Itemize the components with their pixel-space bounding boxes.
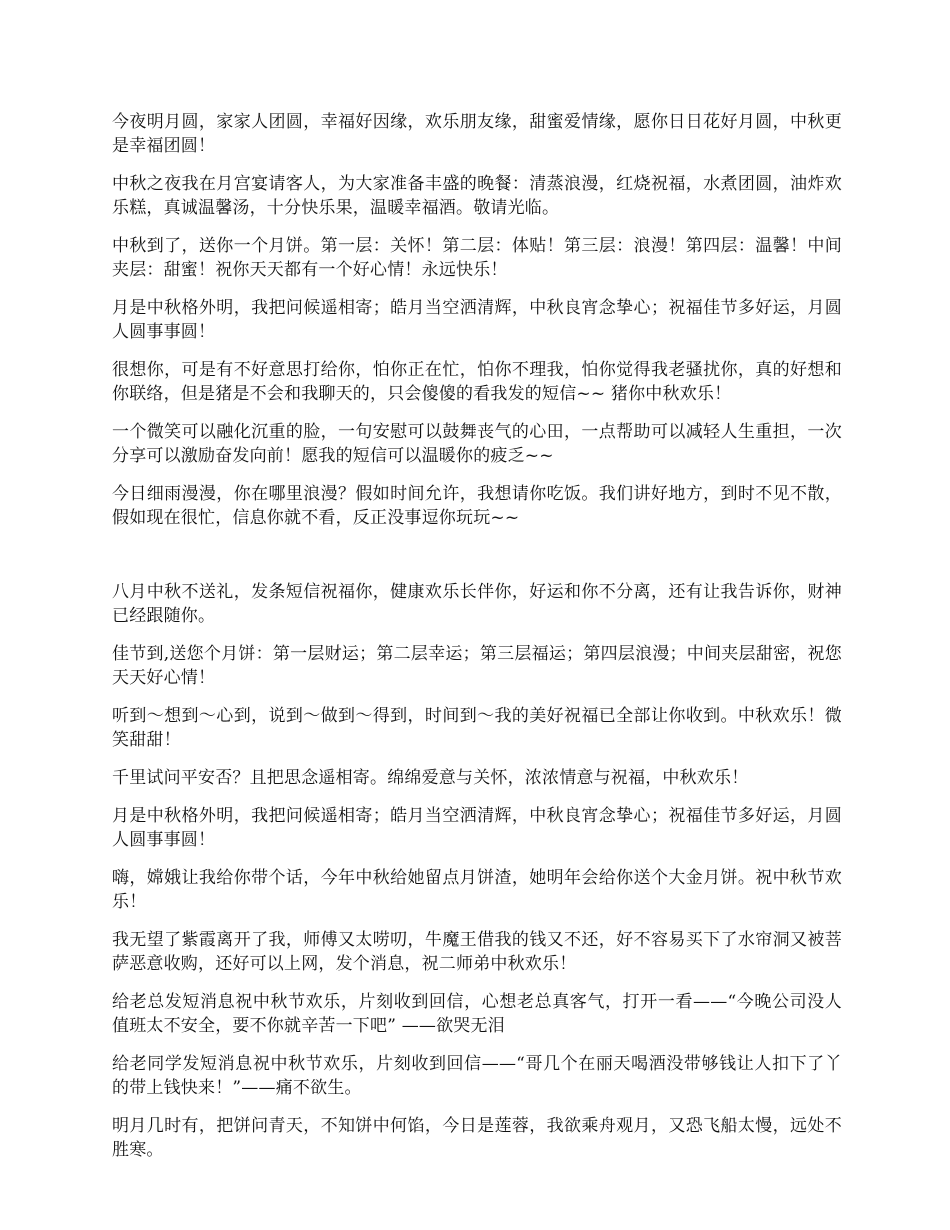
section-1 <box>112 110 842 530</box>
paragraph: 很想你，可是有不好意思打给你，怕你正在忙，怕你不理我，怕你觉得我老骚扰你，真的好想和你联络，但是猪是不会和我聊天的，只会傻傻的看我发的短信~~ 猪你中秋欢乐！ <box>112 360 842 404</box>
section-2 <box>112 580 842 1162</box>
paragraph: 一个微笑可以融化沉重的脸，一句安慰可以鼓舞丧气的心田，一点帮助可以减轻人生重担，一次分享可以激励奋发向前！愿我的短信可以温暖你的疲乏~~ <box>112 422 842 466</box>
document-page <box>112 110 842 1176</box>
paragraph: 给老同学发短消息祝中秋节欢乐，片刻收到回信——“哥几个在丽天喝酒没带够钱让人扣下了丫的带上钱快来！”——痛不欲生。 <box>112 1054 842 1098</box>
section-spacer <box>112 544 842 580</box>
paragraph: 嗨，嫦娥让我给你带个话，今年中秋给她留点月饼渣，她明年会给你送个大金月饼。祝中秋节欢乐！ <box>112 868 842 912</box>
paragraph: 月是中秋格外明，我把问候遥相寄；皓月当空洒清辉，中秋良宵念挚心；祝福佳节多好运，月圆人圆事事圆！ <box>112 806 842 850</box>
paragraph: 今夜明月圆，家家人团圆，幸福好因缘，欢乐朋友缘，甜蜜爱情缘，愿你日日花好月圆，中秋更是幸福团圆！ <box>112 112 842 156</box>
paragraph: 千里试问平安否？且把思念遥相寄。绵绵爱意与关怀，浓浓情意与祝福，中秋欢乐！ <box>112 768 749 788</box>
paragraph: 中秋之夜我在月宫宴请客人，为大家准备丰盛的晚餐：清蒸浪漫，红烧祝福，水煮团圆，油炸欢乐糕，真诚温馨汤，十分快乐果，温暖幸福酒。敬请光临。 <box>112 174 842 218</box>
paragraph: 今日细雨漫漫，你在哪里浪漫？假如时间允许，我想请你吃饭。我们讲好地方，到时不见不散，假如现在很忙，信息你就不看，反正没事逗你玩玩~~ <box>112 484 842 528</box>
paragraph: 我无望了紫霞离开了我，师傅又太唠叨，牛魔王借我的钱又不还，好不容易买下了水帘洞又被菩萨恶意收购，还好可以上网，发个消息，祝二师弟中秋欢乐！ <box>112 930 842 974</box>
paragraph: 听到～想到～心到，说到～做到～得到，时间到～我的美好祝福已全部让你收到。中秋欢乐！微笑甜甜！ <box>112 706 842 750</box>
paragraph: 给老总发短消息祝中秋节欢乐，片刻收到回信，心想老总真客气，打开一看——“今晚公司没人值班太不安全，要不你就辛苦一下吧” ——欲哭无泪 <box>112 992 842 1036</box>
paragraph: 中秋到了，送你一个月饼。第一层：关怀！第二层：体贴！第三层：浪漫！第四层：温馨！中间夹层：甜蜜！祝你天天都有一个好心情！永远快乐！ <box>112 236 842 280</box>
paragraph: 明月几时有，把饼问青天，不知饼中何馅，今日是莲蓉，我欲乘舟观月，又恐飞船太慢，远处不胜寒。 <box>112 1116 842 1160</box>
paragraph: 月是中秋格外明，我把问候遥相寄；皓月当空洒清辉，中秋良宵念挚心；祝福佳节多好运，月圆人圆事事圆！ <box>112 298 842 342</box>
paragraph: 佳节到,送您个月饼：第一层财运；第二层幸运；第三层福运；第四层浪漫；中间夹层甜密，祝您天天好心情！ <box>112 644 842 688</box>
paragraph: 八月中秋不送礼，发条短信祝福你，健康欢乐长伴你，好运和你不分离，还有让我告诉你，财神已经跟随你。 <box>112 582 842 626</box>
